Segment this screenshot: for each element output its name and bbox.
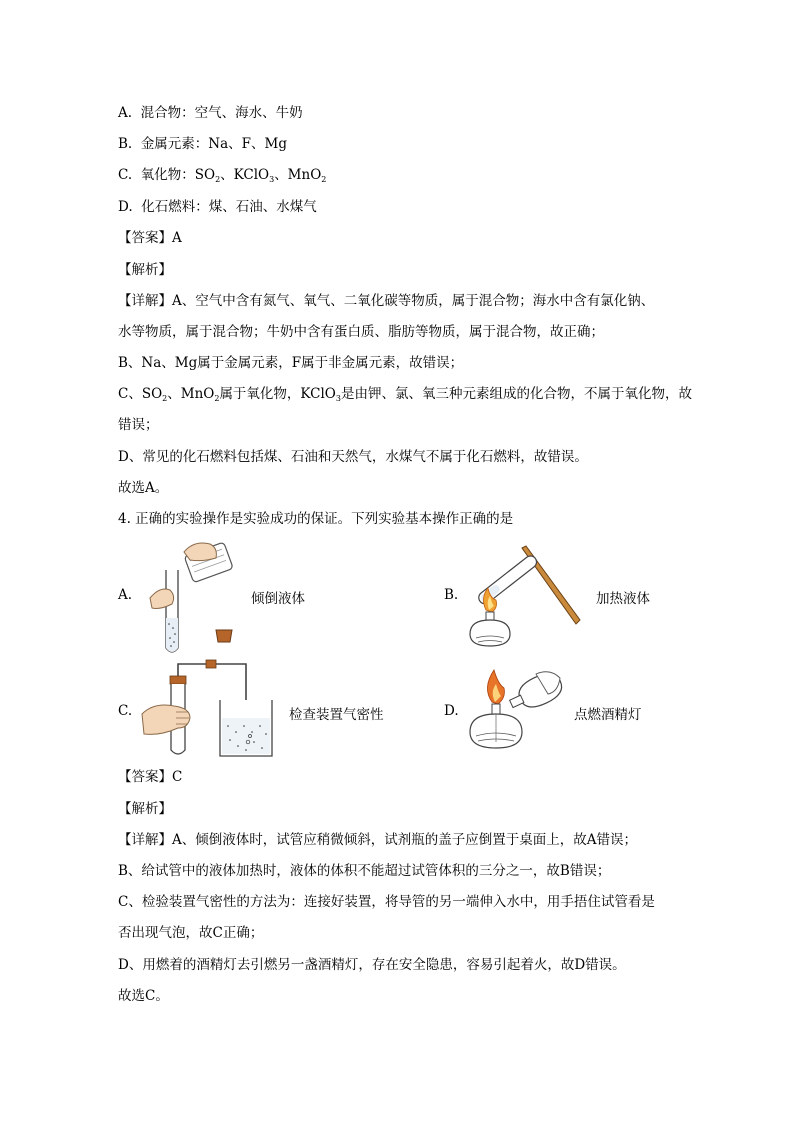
q3-detail-c: C、$SO_2$、MnO$_2$属于氧化物，KClO$_3$是由钾、氯、氧三种元素组成的化合物，不属于氧化物，故 (118, 386, 692, 403)
q4-option-b-letter: B. (444, 587, 459, 603)
q4-option-c-caption: 检查装置气密性 (289, 707, 384, 723)
airtightness-check-icon (140, 656, 280, 762)
q3-detail-d: D、常见的化石燃料包括煤、石油和天然气，水煤气不属于化石燃料，故错误。 (118, 449, 588, 465)
q4-option-d-caption: 点燃酒精灯 (574, 707, 642, 723)
q4-analysis-heading: 【解析】 (118, 801, 172, 817)
q3-detail-line1: 【详解】A、空气中含有氮气、氧气、二氧化碳等物质，属于混合物；海水中含有氯化钠、 (118, 293, 655, 309)
q4-conclusion: 故选C。 (118, 988, 169, 1004)
q4-answer: 【答案】C (118, 769, 183, 785)
lighting-alcohol-lamp-icon (462, 664, 572, 756)
q4-detail-a: 【详解】A、倾倒液体时，试管应稍微倾斜，试剂瓶的盖子应倒置于桌面上，故A错误； (118, 832, 637, 848)
q3-option-c: C. 氧化物：$SO_2$、KClO$_3$、MnO$_2$ (118, 167, 327, 184)
q3-analysis-heading: 【解析】 (118, 262, 172, 278)
q3-conclusion: 故选A。 (118, 480, 169, 496)
q4-detail-c-line2: 否出现气泡，故C正确； (118, 925, 264, 941)
q4-stem: 4. 正确的实验操作是实验成功的保证。下列实验基本操作正确的是 (118, 511, 514, 527)
q3-detail-line2: 水等物质，属于混合物；牛奶中含有蛋白质、脂肪等物质，属于混合物，故正确； (118, 324, 604, 340)
q3-option-a: A. 混合物：空气、海水、牛奶 (118, 105, 303, 121)
q4-option-a-letter: A. (118, 587, 133, 603)
q4-option-d-letter: D. (444, 703, 459, 719)
q3-detail-c-line2: 错误； (118, 417, 159, 433)
q4-option-c-letter: C. (118, 703, 133, 719)
pouring-liquid-icon (140, 538, 240, 658)
q3-detail-b: B、Na、Mg属于金属元素，F属于非金属元素，故错误； (118, 355, 464, 371)
heating-liquid-icon (462, 538, 587, 653)
q3-answer: 【答案】A (118, 230, 182, 246)
q4-detail-b: B、给试管中的液体加热时，液体的体积不能超过试管体积的三分之一，故B错误； (118, 863, 611, 879)
q3-option-b: B. 金属元素：Na、F、Mg (118, 136, 288, 152)
q4-option-b-caption: 加热液体 (596, 591, 650, 607)
q3-option-d: D. 化石燃料：煤、石油、水煤气 (118, 199, 317, 215)
q4-detail-c-line1: C、检验装置气密性的方法为：连接好装置，将导管的另一端伸入水中，用手捂住试管看是 (118, 894, 655, 910)
q4-option-a-caption: 倾倒液体 (251, 591, 305, 607)
q4-detail-d: D、用燃着的酒精灯去引燃另一盏酒精灯，存在安全隐患，容易引起着火，故D错误。 (118, 957, 626, 973)
